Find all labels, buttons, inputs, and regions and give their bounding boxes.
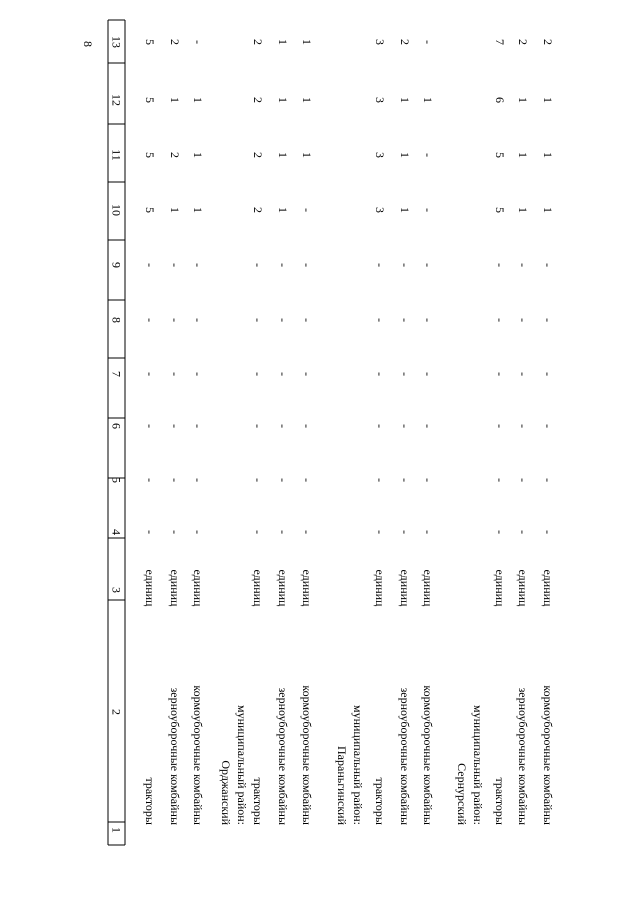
cell-value: 2 — [251, 152, 265, 158]
column-header-11: 11 — [109, 149, 124, 161]
cell-value: - — [373, 318, 387, 322]
cell-value: - — [143, 372, 157, 376]
cell-value: - — [421, 530, 435, 534]
row-name: кормоуборочные комбайны — [300, 685, 314, 825]
section-subtitle: муниципальный район: — [471, 704, 485, 825]
column-header-8: 8 — [109, 317, 124, 323]
cell-value: - — [300, 263, 314, 267]
row-unit: единиц — [276, 569, 290, 607]
row-unit: единиц — [168, 569, 182, 607]
cell-value: - — [398, 530, 412, 534]
cell-value: 2 — [168, 152, 182, 158]
cell-value: - — [516, 478, 530, 482]
row-unit: единиц — [373, 569, 387, 607]
cell-value: 3 — [373, 207, 387, 213]
column-header-1: 1 — [109, 827, 124, 833]
column-header-7: 7 — [109, 371, 124, 377]
cell-value: - — [541, 263, 555, 267]
cell-value: - — [168, 478, 182, 482]
cell-value: - — [168, 263, 182, 267]
cell-value: 1 — [421, 97, 435, 103]
column-header-10: 10 — [109, 204, 124, 216]
cell-value: - — [276, 424, 290, 428]
cell-value: - — [251, 318, 265, 322]
cell-value: - — [143, 318, 157, 322]
cell-value: - — [421, 263, 435, 267]
cell-value: 5 — [143, 207, 157, 213]
cell-value: - — [251, 424, 265, 428]
cell-value: - — [493, 478, 507, 482]
row-name: тракторы — [143, 777, 157, 825]
cell-value: - — [168, 530, 182, 534]
row-unit: единиц — [143, 569, 157, 607]
cell-value: - — [373, 263, 387, 267]
cell-value: - — [251, 372, 265, 376]
section-title: Орджанский — [219, 760, 233, 825]
cell-value: 1 — [300, 152, 314, 158]
cell-value: - — [421, 40, 435, 44]
column-header-12: 12 — [109, 94, 124, 106]
cell-value: 5 — [493, 152, 507, 158]
cell-value: - — [516, 530, 530, 534]
cell-value: 1 — [516, 97, 530, 103]
row-name: кормоуборочные комбайны — [421, 685, 435, 825]
row-unit: единиц — [398, 569, 412, 607]
cell-value: - — [168, 424, 182, 428]
cell-value: 1 — [276, 207, 290, 213]
cell-value: - — [300, 372, 314, 376]
cell-value: - — [191, 530, 205, 534]
cell-value: - — [168, 372, 182, 376]
section-title: Сернурский — [455, 763, 469, 825]
cell-value: 1 — [398, 152, 412, 158]
cell-value: 1 — [300, 97, 314, 103]
cell-value: 1 — [191, 97, 205, 103]
cell-value: - — [276, 530, 290, 534]
cell-value: 3 — [373, 152, 387, 158]
cell-value: 3 — [373, 39, 387, 45]
cell-value: - — [191, 263, 205, 267]
row-name: зерноуборочные комбайны — [516, 687, 530, 825]
column-header-4: 4 — [109, 529, 124, 535]
cell-value: - — [421, 153, 435, 157]
cell-value: 1 — [541, 97, 555, 103]
cell-value: - — [251, 478, 265, 482]
cell-value: 1 — [541, 152, 555, 158]
cell-value: - — [300, 318, 314, 322]
cell-value: 1 — [168, 97, 182, 103]
cell-value: - — [276, 263, 290, 267]
row-unit: единиц — [516, 569, 530, 607]
cell-value: - — [421, 478, 435, 482]
cell-value: - — [421, 372, 435, 376]
cell-value: - — [493, 318, 507, 322]
cell-value: 1 — [276, 39, 290, 45]
cell-value: - — [493, 263, 507, 267]
cell-value: 2 — [168, 39, 182, 45]
cell-value: 2 — [251, 97, 265, 103]
cell-value: 5 — [143, 39, 157, 45]
cell-value: - — [541, 478, 555, 482]
cell-value: 1 — [516, 207, 530, 213]
cell-value: - — [300, 478, 314, 482]
row-name: кормоуборочные комбайны — [541, 685, 555, 825]
cell-value: 6 — [493, 97, 507, 103]
cell-value: - — [373, 478, 387, 482]
row-name: кормоуборочные комбайны — [191, 685, 205, 825]
page-number: 8 — [81, 41, 95, 47]
row-name: зерноуборочные комбайны — [398, 687, 412, 825]
cell-value: - — [541, 372, 555, 376]
row-name: тракторы — [373, 777, 387, 825]
row-unit: единиц — [300, 569, 314, 607]
cell-value: - — [276, 372, 290, 376]
cell-value: 1 — [168, 207, 182, 213]
cell-value: 3 — [373, 97, 387, 103]
cell-value: - — [300, 208, 314, 212]
cell-value: - — [493, 424, 507, 428]
cell-value: 5 — [143, 97, 157, 103]
row-unit: единиц — [541, 569, 555, 607]
cell-value: 1 — [398, 207, 412, 213]
row-unit: единиц — [493, 569, 507, 607]
cell-value: - — [191, 424, 205, 428]
row-name: зерноуборочные комбайны — [168, 687, 182, 825]
cell-value: 2 — [398, 39, 412, 45]
section-title: Параньгинский — [335, 746, 349, 825]
cell-value: 1 — [398, 97, 412, 103]
cell-value: - — [143, 530, 157, 534]
row-unit: единиц — [421, 569, 435, 607]
cell-value: - — [398, 318, 412, 322]
column-header-9: 9 — [109, 262, 124, 268]
cell-value: 1 — [191, 152, 205, 158]
cell-value: 1 — [276, 152, 290, 158]
column-header-2: 2 — [109, 709, 124, 715]
cell-value: - — [493, 372, 507, 376]
cell-value: - — [541, 424, 555, 428]
cell-value: - — [421, 424, 435, 428]
cell-value: 2 — [516, 39, 530, 45]
cell-value: 1 — [300, 39, 314, 45]
cell-value: 2 — [251, 39, 265, 45]
cell-value: - — [516, 424, 530, 428]
column-header-13: 13 — [109, 36, 124, 48]
cell-value: 2 — [541, 39, 555, 45]
cell-value: - — [143, 263, 157, 267]
row-unit: единиц — [251, 569, 265, 607]
cell-value: 7 — [493, 39, 507, 45]
cell-value: - — [143, 424, 157, 428]
cell-value: - — [541, 530, 555, 534]
cell-value: - — [398, 263, 412, 267]
cell-value: - — [191, 478, 205, 482]
cell-value: - — [421, 318, 435, 322]
cell-value: - — [251, 263, 265, 267]
cell-value: 1 — [541, 207, 555, 213]
cell-value: - — [398, 424, 412, 428]
cell-value: 1 — [191, 207, 205, 213]
cell-value: 5 — [493, 207, 507, 213]
cell-value: - — [398, 478, 412, 482]
row-name: зерноуборочные комбайны — [276, 687, 290, 825]
row-name: тракторы — [251, 777, 265, 825]
cell-value: - — [398, 372, 412, 376]
cell-value: - — [373, 372, 387, 376]
cell-value: - — [373, 424, 387, 428]
cell-value: - — [276, 478, 290, 482]
row-name: тракторы — [493, 777, 507, 825]
cell-value: - — [541, 318, 555, 322]
column-header-6: 6 — [109, 423, 124, 429]
cell-value: - — [516, 318, 530, 322]
cell-value: - — [251, 530, 265, 534]
section-subtitle: муниципальный район: — [235, 704, 249, 825]
cell-value: - — [191, 372, 205, 376]
cell-value: - — [191, 318, 205, 322]
column-header-5: 5 — [109, 477, 124, 483]
column-header-3: 3 — [109, 587, 124, 593]
cell-value: - — [516, 263, 530, 267]
cell-value: - — [191, 40, 205, 44]
cell-value: - — [143, 478, 157, 482]
section-subtitle: муниципальный район: — [351, 704, 365, 825]
cell-value: - — [300, 530, 314, 534]
cell-value: - — [276, 318, 290, 322]
cell-value: - — [168, 318, 182, 322]
cell-value: 2 — [251, 207, 265, 213]
cell-value: 1 — [516, 152, 530, 158]
cell-value: 1 — [276, 97, 290, 103]
row-unit: единиц — [191, 569, 205, 607]
cell-value: - — [516, 372, 530, 376]
cell-value: - — [421, 208, 435, 212]
cell-value: - — [300, 424, 314, 428]
cell-value: - — [373, 530, 387, 534]
cell-value: 5 — [143, 152, 157, 158]
cell-value: - — [493, 530, 507, 534]
